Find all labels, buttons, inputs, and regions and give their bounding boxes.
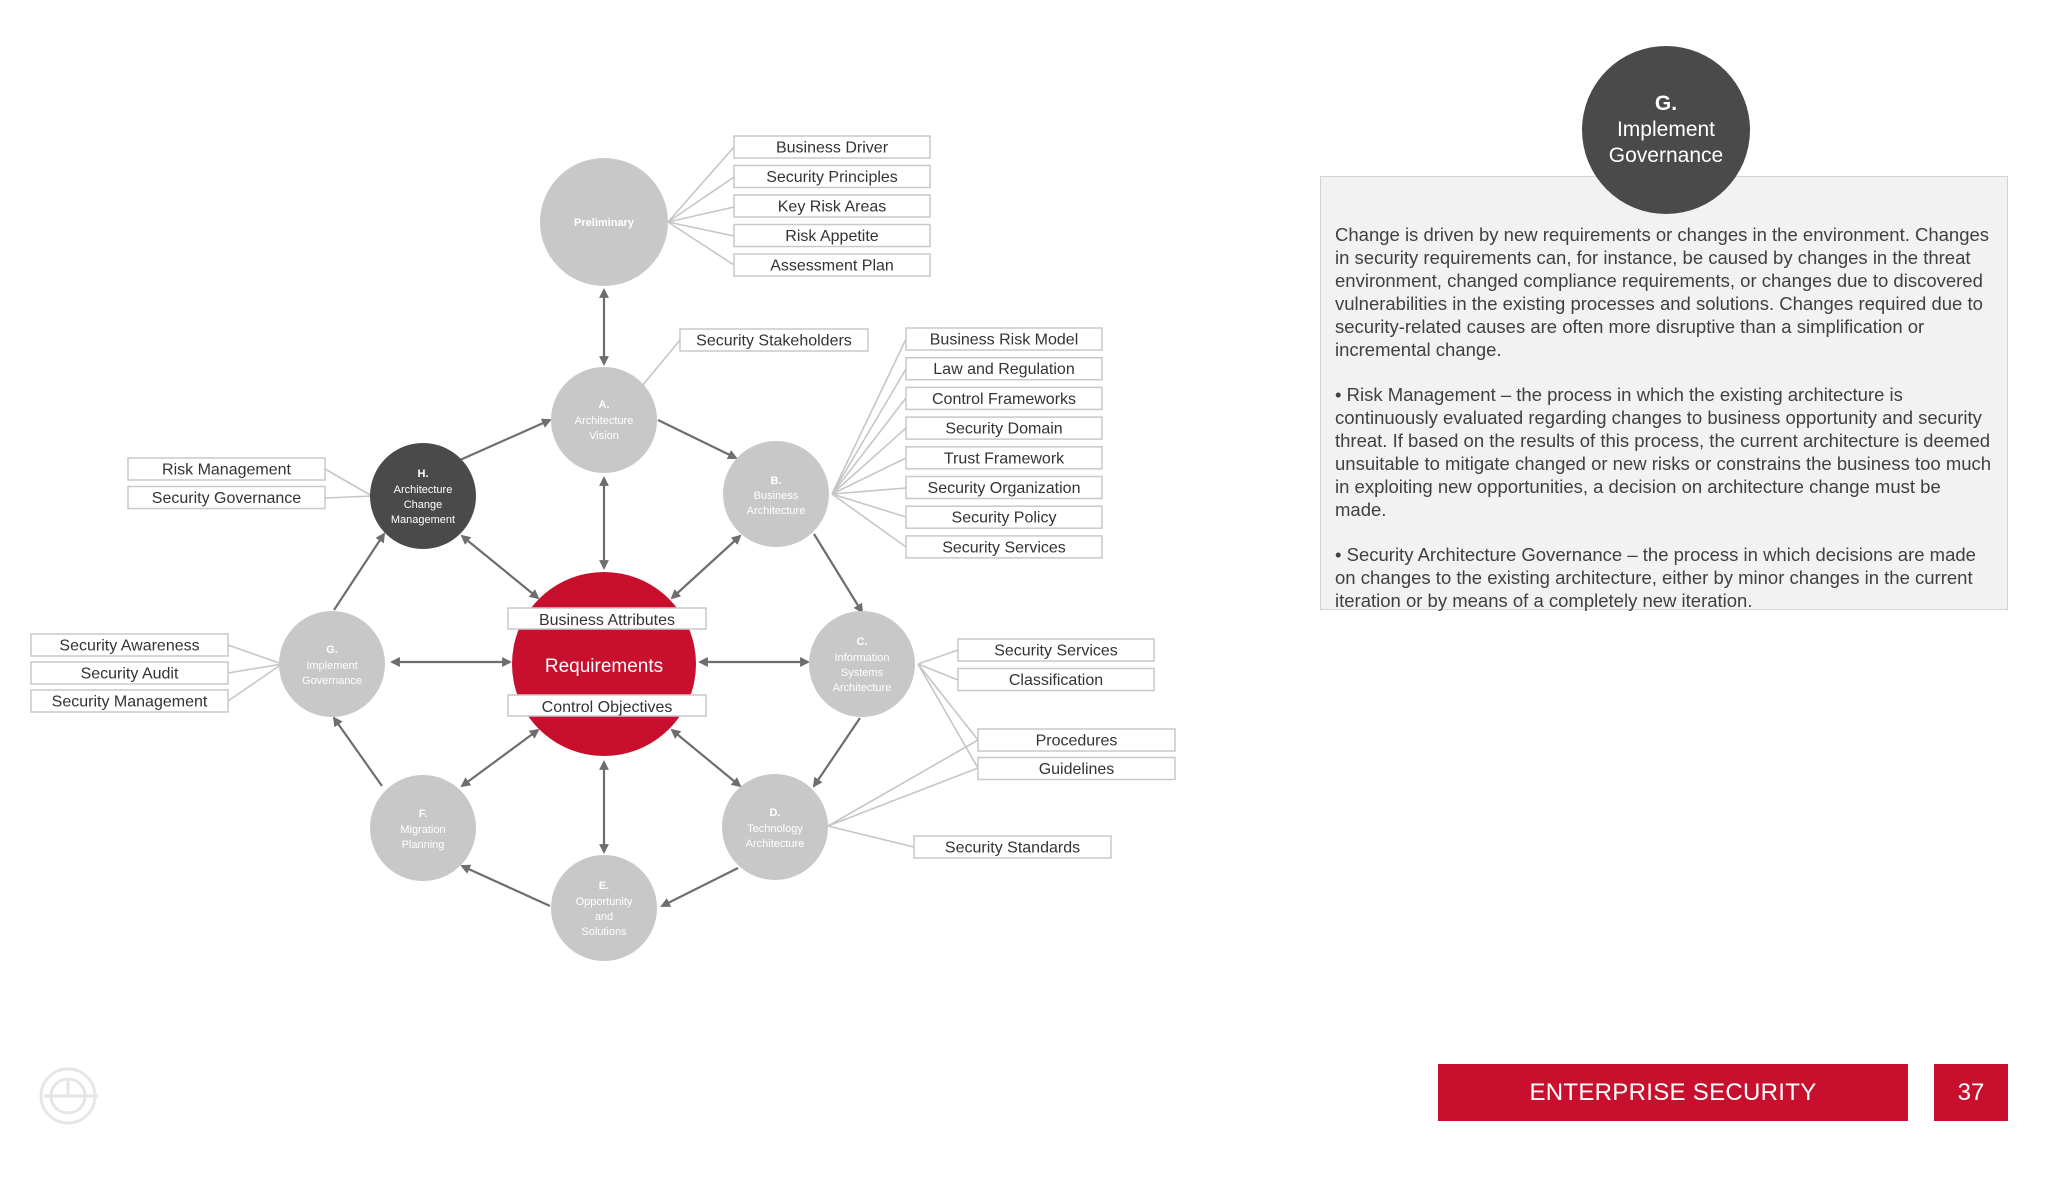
label-box: [906, 447, 1102, 469]
panel-body: [1335, 223, 1997, 634]
label-box-text: Classification: [1008, 672, 1104, 689]
information-systems-items: [958, 639, 1154, 691]
label-box: [958, 669, 1154, 691]
label-box-text: Procedures: [1035, 732, 1118, 750]
description-panel: [1320, 176, 2008, 610]
label-box: [31, 662, 228, 684]
label-box: [978, 758, 1175, 780]
label-box-text: Trust Framework: [943, 450, 1065, 468]
label-box-text: Security Governance: [151, 490, 302, 507]
label-box-text: Control Frameworks: [931, 390, 1077, 408]
node-d-line-1: Technology: [747, 823, 803, 835]
badge-line-1: Implement: [1616, 118, 1716, 141]
node-c-letter: C.: [856, 636, 868, 648]
node-b-business-architecture[interactable]: [723, 441, 829, 547]
label-box: [734, 195, 930, 217]
node-g-line-1: Implement: [306, 660, 358, 672]
business-items: [906, 328, 1102, 558]
node-c-line-2: Systems: [840, 667, 884, 679]
label-box-text: Security Audit: [80, 665, 179, 683]
label-box-text: Security Policy: [951, 509, 1057, 527]
node-g-implement-governance[interactable]: [279, 611, 385, 717]
label-box-text: Security Stakeholders: [696, 332, 852, 350]
node-c-information-systems-architecture[interactable]: [809, 611, 915, 717]
change-management-items: [128, 458, 325, 509]
node-e-letter: E.: [598, 880, 610, 892]
label-box-text: Security Management: [51, 693, 208, 711]
label-box: [680, 329, 868, 351]
label-box: [906, 477, 1102, 499]
node-d-technology-architecture[interactable]: [722, 774, 828, 880]
node-g-letter: G.: [326, 644, 338, 656]
node-g-line-2: Governance: [302, 675, 362, 687]
phase-badge: [1582, 46, 1750, 214]
node-f-letter: F.: [418, 808, 428, 820]
node-a-line-2: Vision: [589, 430, 619, 442]
label-box-text: Security Domain: [945, 420, 1063, 438]
node-h-letter: H.: [417, 468, 429, 480]
label-box: [906, 387, 1102, 409]
label-box: [906, 328, 1102, 350]
node-a-line-1: Architecture: [574, 415, 634, 427]
label-box: [906, 536, 1102, 558]
node-e-line-2: and: [594, 911, 614, 923]
label-box-text: Guidelines: [1038, 761, 1115, 778]
label-box-text: Business Risk Model: [929, 331, 1079, 349]
node-requirements[interactable]: [512, 572, 696, 756]
label-box: [734, 136, 930, 158]
node-preliminary-label: Preliminary: [574, 217, 634, 229]
label-box: [914, 836, 1111, 858]
vision-items: [680, 329, 868, 351]
node-c-line-3: Architecture: [832, 682, 892, 694]
label-box: [734, 225, 930, 247]
label-box: [128, 458, 325, 480]
label-box-text: Key Risk Areas: [777, 198, 887, 216]
node-f-line-1: Migration: [400, 824, 446, 836]
control-objectives-label: Control Objectives: [541, 699, 673, 716]
label-box-text: Assessment Plan: [770, 257, 894, 275]
node-b-letter: B.: [770, 475, 782, 487]
center-label-control-objectives: [508, 695, 706, 716]
label-box: [906, 417, 1102, 439]
node-d-letter: D.: [769, 807, 781, 819]
label-box: [734, 254, 930, 276]
node-b-line-2: Architecture: [746, 505, 806, 517]
node-c-line-1: Information: [834, 652, 890, 664]
label-box: [958, 639, 1154, 661]
node-e-line-1: Opportunity: [575, 896, 633, 908]
label-box: [734, 166, 930, 188]
panel-paragraph-3: • Security Architecture Governance – the process in which decisions are made on changes to the existing architecture, either by minor changes in the current iteration or by means of a completely new iteration.: [1335, 544, 1976, 611]
node-b-line-1: Business: [753, 490, 799, 502]
node-a-letter: A.: [598, 399, 610, 411]
node-e-line-3: Solutions: [581, 926, 627, 938]
node-h-line-3: Management: [390, 514, 456, 526]
label-box: [31, 634, 228, 656]
procedure-items: [978, 729, 1175, 780]
badge-line-2: Governance: [1608, 144, 1724, 167]
node-h-line-2: Change: [403, 499, 443, 511]
badge-letter: G.: [1654, 92, 1678, 115]
label-box-text: Security Principles: [766, 169, 898, 186]
page-number: 37: [1934, 1064, 2008, 1121]
panel-paragraph-1: Change is driven by new requirements or changes in the environment. Changes in security requirements can, for instance, be caused by changes in the threat environment, changed compliance requirements, or changes due to discovered vulnerabilities in the existing processes and solutions. Changes required due to security-related causes are often more disruptive than a simplification or incremental change.: [1335, 224, 1990, 360]
label-box: [128, 487, 325, 509]
node-a-architecture-vision[interactable]: [551, 367, 657, 473]
label-box: [906, 358, 1102, 380]
label-box: [906, 506, 1102, 528]
preliminary-items: [734, 136, 930, 276]
node-f-migration-planning[interactable]: [370, 775, 476, 881]
implement-governance-items: [31, 634, 228, 712]
center-label-business-attributes: [508, 608, 706, 629]
node-e-opportunity-and-solutions[interactable]: [551, 855, 657, 961]
adm-cycle-diagram: [0, 0, 1200, 1000]
label-box-text: Law and Regulation: [933, 361, 1075, 379]
label-box: [978, 729, 1175, 751]
company-logo-icon: [38, 1066, 102, 1130]
node-preliminary[interactable]: [540, 158, 668, 286]
label-box-text: Risk Management: [162, 461, 291, 479]
label-box-text: Security Services: [942, 539, 1066, 557]
requirements-label: Requirements: [544, 656, 664, 677]
footer-title: ENTERPRISE SECURITY ARCHITECTURE: [1438, 1064, 1908, 1121]
node-d-line-2: Architecture: [745, 838, 805, 850]
label-box-text: Security Services: [994, 642, 1118, 660]
label-box-text: Security Standards: [944, 839, 1081, 857]
node-f-line-2: Planning: [401, 839, 445, 851]
technology-items: [914, 836, 1111, 858]
label-box-text: Security Awareness: [59, 637, 200, 655]
node-h-architecture-change-management[interactable]: [370, 443, 476, 549]
node-h-line-1: Architecture: [393, 484, 453, 496]
label-box-text: Risk Appetite: [785, 228, 879, 245]
panel-paragraph-2: • Risk Management – the process in which the existing architecture is continuously evaluated regarding changes to business opportunity and security threat. If based on the results of this process, the current architecture is deemed unsuitable to mitigate changed or new risks or constrains the business too much in exploiting new opportunities, a decision on architecture change must be made.: [1335, 384, 1992, 520]
business-attributes-label: Business Attributes: [538, 612, 676, 629]
label-box-text: Business Driver: [775, 139, 889, 157]
label-box-text: Security Organization: [927, 480, 1081, 497]
label-box: [31, 690, 228, 712]
